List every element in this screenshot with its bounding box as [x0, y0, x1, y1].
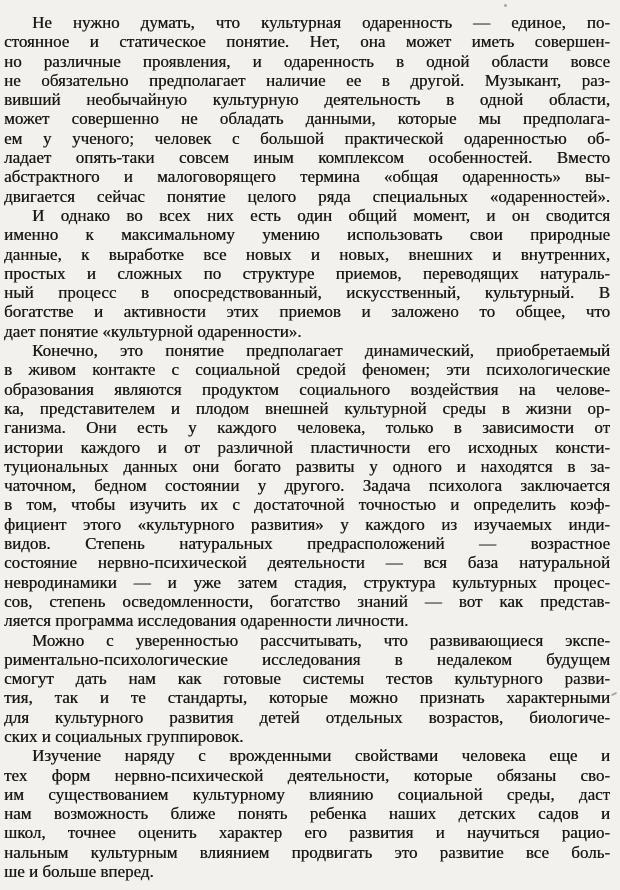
text-line: ше и больше вперед. [4, 862, 154, 882]
text-line: вивший необычайную культурную деятельность в одной области, [4, 90, 610, 110]
text-line: Не нужно думать, что культурная одаренность — единое, по- [32, 13, 610, 32]
text-line: именно к максимальному умению использовать свои природные [4, 225, 610, 245]
text-line: нам возможность ближе понять ребенка наших детских садов и [4, 804, 610, 824]
text-line: данные, к выработке все новых и новых, внешних и внутренних, [4, 244, 610, 264]
text-line: ладает опять-таки совсем иным комплексом особенностей. Вместо [4, 148, 610, 168]
text-line: ный процесс в опосредствованный, искусственный, культурный. В [4, 283, 610, 303]
text-line: Изучение наряду с врожденными свойствами человека еще и [32, 746, 610, 766]
text-line: ганизма. Они есть у каждого человека, только в зависимости от [4, 418, 610, 438]
text-line: истории каждого и от различной пластичности его исходных консти- [4, 437, 610, 457]
text-line: тия, так и те стандарты, которые можно признать характерными [4, 688, 610, 708]
text-line: тех форм нервно-психической деятельности, которые обязаны сво- [4, 765, 610, 785]
text-line: абстрактного и малоговорящего термина «общая одаренность» вы- [4, 167, 610, 187]
text-line: дает понятие «культурной одаренности». [4, 321, 302, 341]
text-line: ских и социальных группировок. [4, 726, 244, 746]
text-line: туциональных данных они богато развиты у одного и находятся в за- [4, 456, 610, 476]
text-line: ем у ученого; человек с большой практической одаренностью об- [4, 128, 610, 148]
text-line: риментально-психологические исследования в недалеком будущем [4, 649, 610, 669]
text-line: школ, точнее оценить характер его развития и научиться рацио- [4, 823, 610, 843]
text-line: чаточном, бедном состоянии у другого. Задача психолога заключается [4, 476, 610, 496]
text-line: в том, чтобы изучить их с достаточной точностью и определить коэф- [4, 495, 610, 515]
paragraph [4, 206, 610, 341]
scan-speck [611, 692, 617, 696]
paragraph [4, 341, 610, 630]
text-line: стоянное и статическое понятие. Нет, она может иметь совершен- [4, 32, 610, 52]
text-line: но различные проявления, и одаренность в одной области вовсе [4, 51, 610, 71]
paragraph [4, 13, 610, 206]
text-line: видов. Степень натуральных предрасположений — возрастное [4, 534, 610, 554]
text-line: И однако во всех них есть один общий момент, и он сводится [32, 205, 610, 225]
text-line: нальным культурным влиянием продвигать это развитие все боль- [4, 842, 610, 862]
text-line: Можно с уверенностью рассчитывать, что развивающиеся экспе- [32, 630, 610, 650]
text-line: фициент этого «культурного развития» у каждого из изучаемых инди- [4, 514, 610, 534]
text-line: смогут дать нам как готовые системы тестов культурного разви- [4, 669, 610, 689]
text-block [4, 13, 610, 881]
text-line: двигается сейчас понятие целого ряда специальных «одаренностей». [4, 186, 610, 206]
text-line: для культурного развития детей отдельных возрастов, биологиче- [4, 707, 610, 727]
text-line: богатстве и активности этих приемов и заложено то общее, что [4, 302, 610, 322]
text-line: Конечно, это понятие предполагает динамический, приобретаемый [32, 341, 610, 361]
text-line: состояние нервно-психической деятельности — вся база натуральной [4, 553, 610, 573]
scan-speck [504, 4, 507, 7]
paragraph [4, 746, 610, 881]
text-line: ляется программа исследования одаренности личности. [4, 611, 409, 631]
text-line: не обязательно предполагает наличие ее в другой. Музыкант, раз- [4, 70, 610, 90]
text-line: ка, представителем и плодом внешней культурной среды в жизни ор- [4, 398, 610, 418]
text-line: образования являются продуктом социального воздействия на челове- [4, 379, 610, 399]
text-line: может совершенно не обладать данными, которые мы предполага- [4, 109, 610, 129]
text-line: простых и сложных по структуре приемов, переводящих натураль- [4, 263, 610, 283]
text-line: сов, степень осведомленности, богатство знаний — вот как представ- [4, 591, 610, 611]
text-line: невродинамики — и уже затем стадия, структура культурных процес- [4, 572, 610, 592]
text-line: им существованием культурному влиянию социальной среды, даст [4, 784, 610, 804]
text-line: в живом контакте с социальной средой феномен; эти психологические [4, 360, 610, 380]
paragraph [4, 631, 610, 747]
